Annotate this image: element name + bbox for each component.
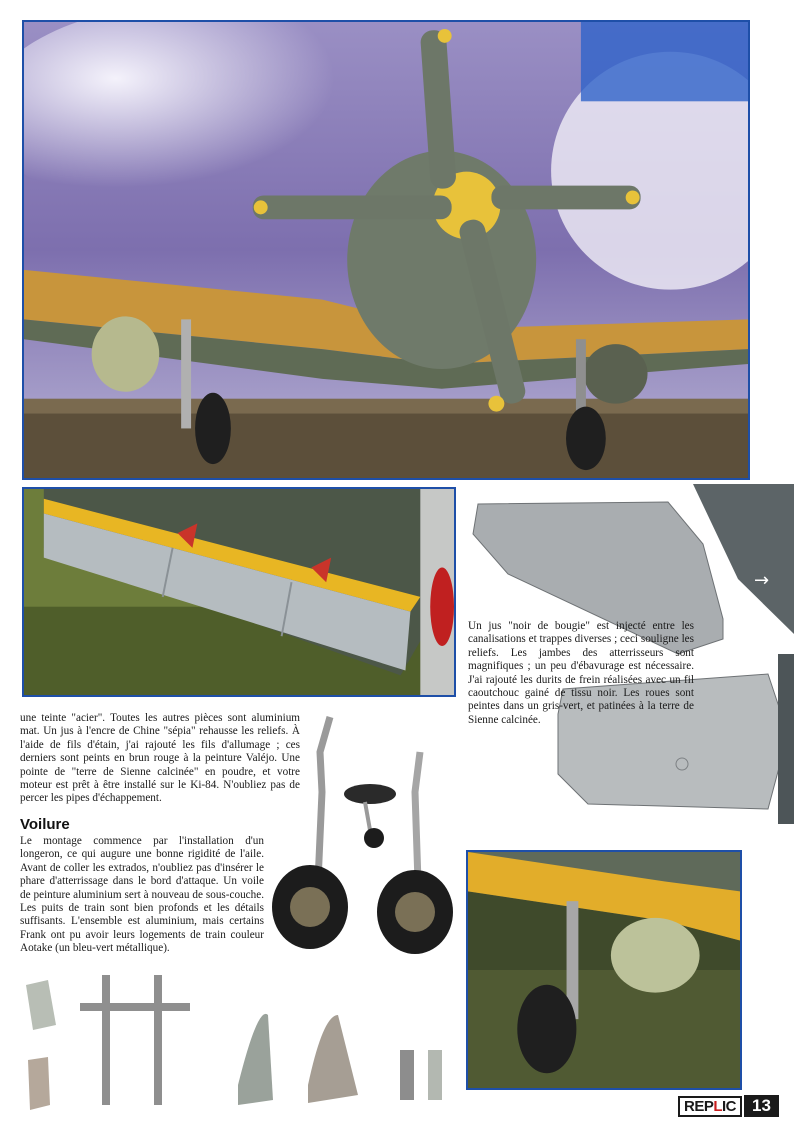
text-engine: une teinte "acier". Toutes les autres pièces sont aluminium mat. Un jus à l'encre de Chine "sépia" rehausse les reliefs. À l'aide de fils d'étain, j'ai rajouté les fils d'allumage ; ces derniers sont peints en brun rouge à la peinture Valéjo. Une pointe de "terre de Sienne calcinée" en poudre, et votre moteur est prêt à être installé sur le Ki-84. N'oubliez pas de percer les pipes d'échappement.: [20, 712, 300, 805]
wing-underside-photo: [22, 487, 456, 697]
paragraph-engine: [20, 712, 300, 806]
paragraph-voilure: [20, 835, 264, 956]
gear-closeup-photo: [466, 850, 742, 1090]
logo-text-2: L: [713, 1097, 723, 1115]
aircraft-front-photo: [22, 20, 750, 480]
page-number: 13: [744, 1095, 779, 1117]
text-voilure: Le montage commence par l'installation d'un longeron, ce qui augure une bonne rigidité de l'aile. Avant de coller les extrados, n'oubliez pas d'insérer le phare d'atterrissage dans le bord d'attaque. Un voile de peinture aluminium sert à nouveau de sous-couche. Les puits de train sont bien profonds et les détails suffisants. L'ensemble est aluminium, mais certains Frank ont pu avoir leurs logements de train couleur Aotake (un bleu-vert métallique).: [20, 835, 264, 955]
arrow-icon: →: [754, 570, 770, 591]
landing-gear-parts: [270, 712, 460, 962]
paragraph-gear: [468, 620, 694, 727]
small-parts-row: [18, 975, 458, 1115]
page-footer: [678, 1095, 794, 1117]
text-gear: Un jus "noir de bougie" est injecté entre les canalisations et trappes diverses ; ceci souligne les reliefs. Les jambes des atterrisseurs sont magnifiques ; un peu d'ébavurage est nécessaire. J'ai rajouté les durits de frein réalisées avec un fil caoutchouc gainé de tissu noir. Les roues sont peintes dans un gris-vert, et patinées à la terre de Sienne calcinée.: [468, 620, 694, 726]
logo-text-1: REP: [684, 1097, 714, 1115]
magazine-logo: [678, 1096, 742, 1117]
section-heading-voilure: Voilure: [20, 816, 70, 833]
logo-text-3: IC: [722, 1097, 737, 1115]
